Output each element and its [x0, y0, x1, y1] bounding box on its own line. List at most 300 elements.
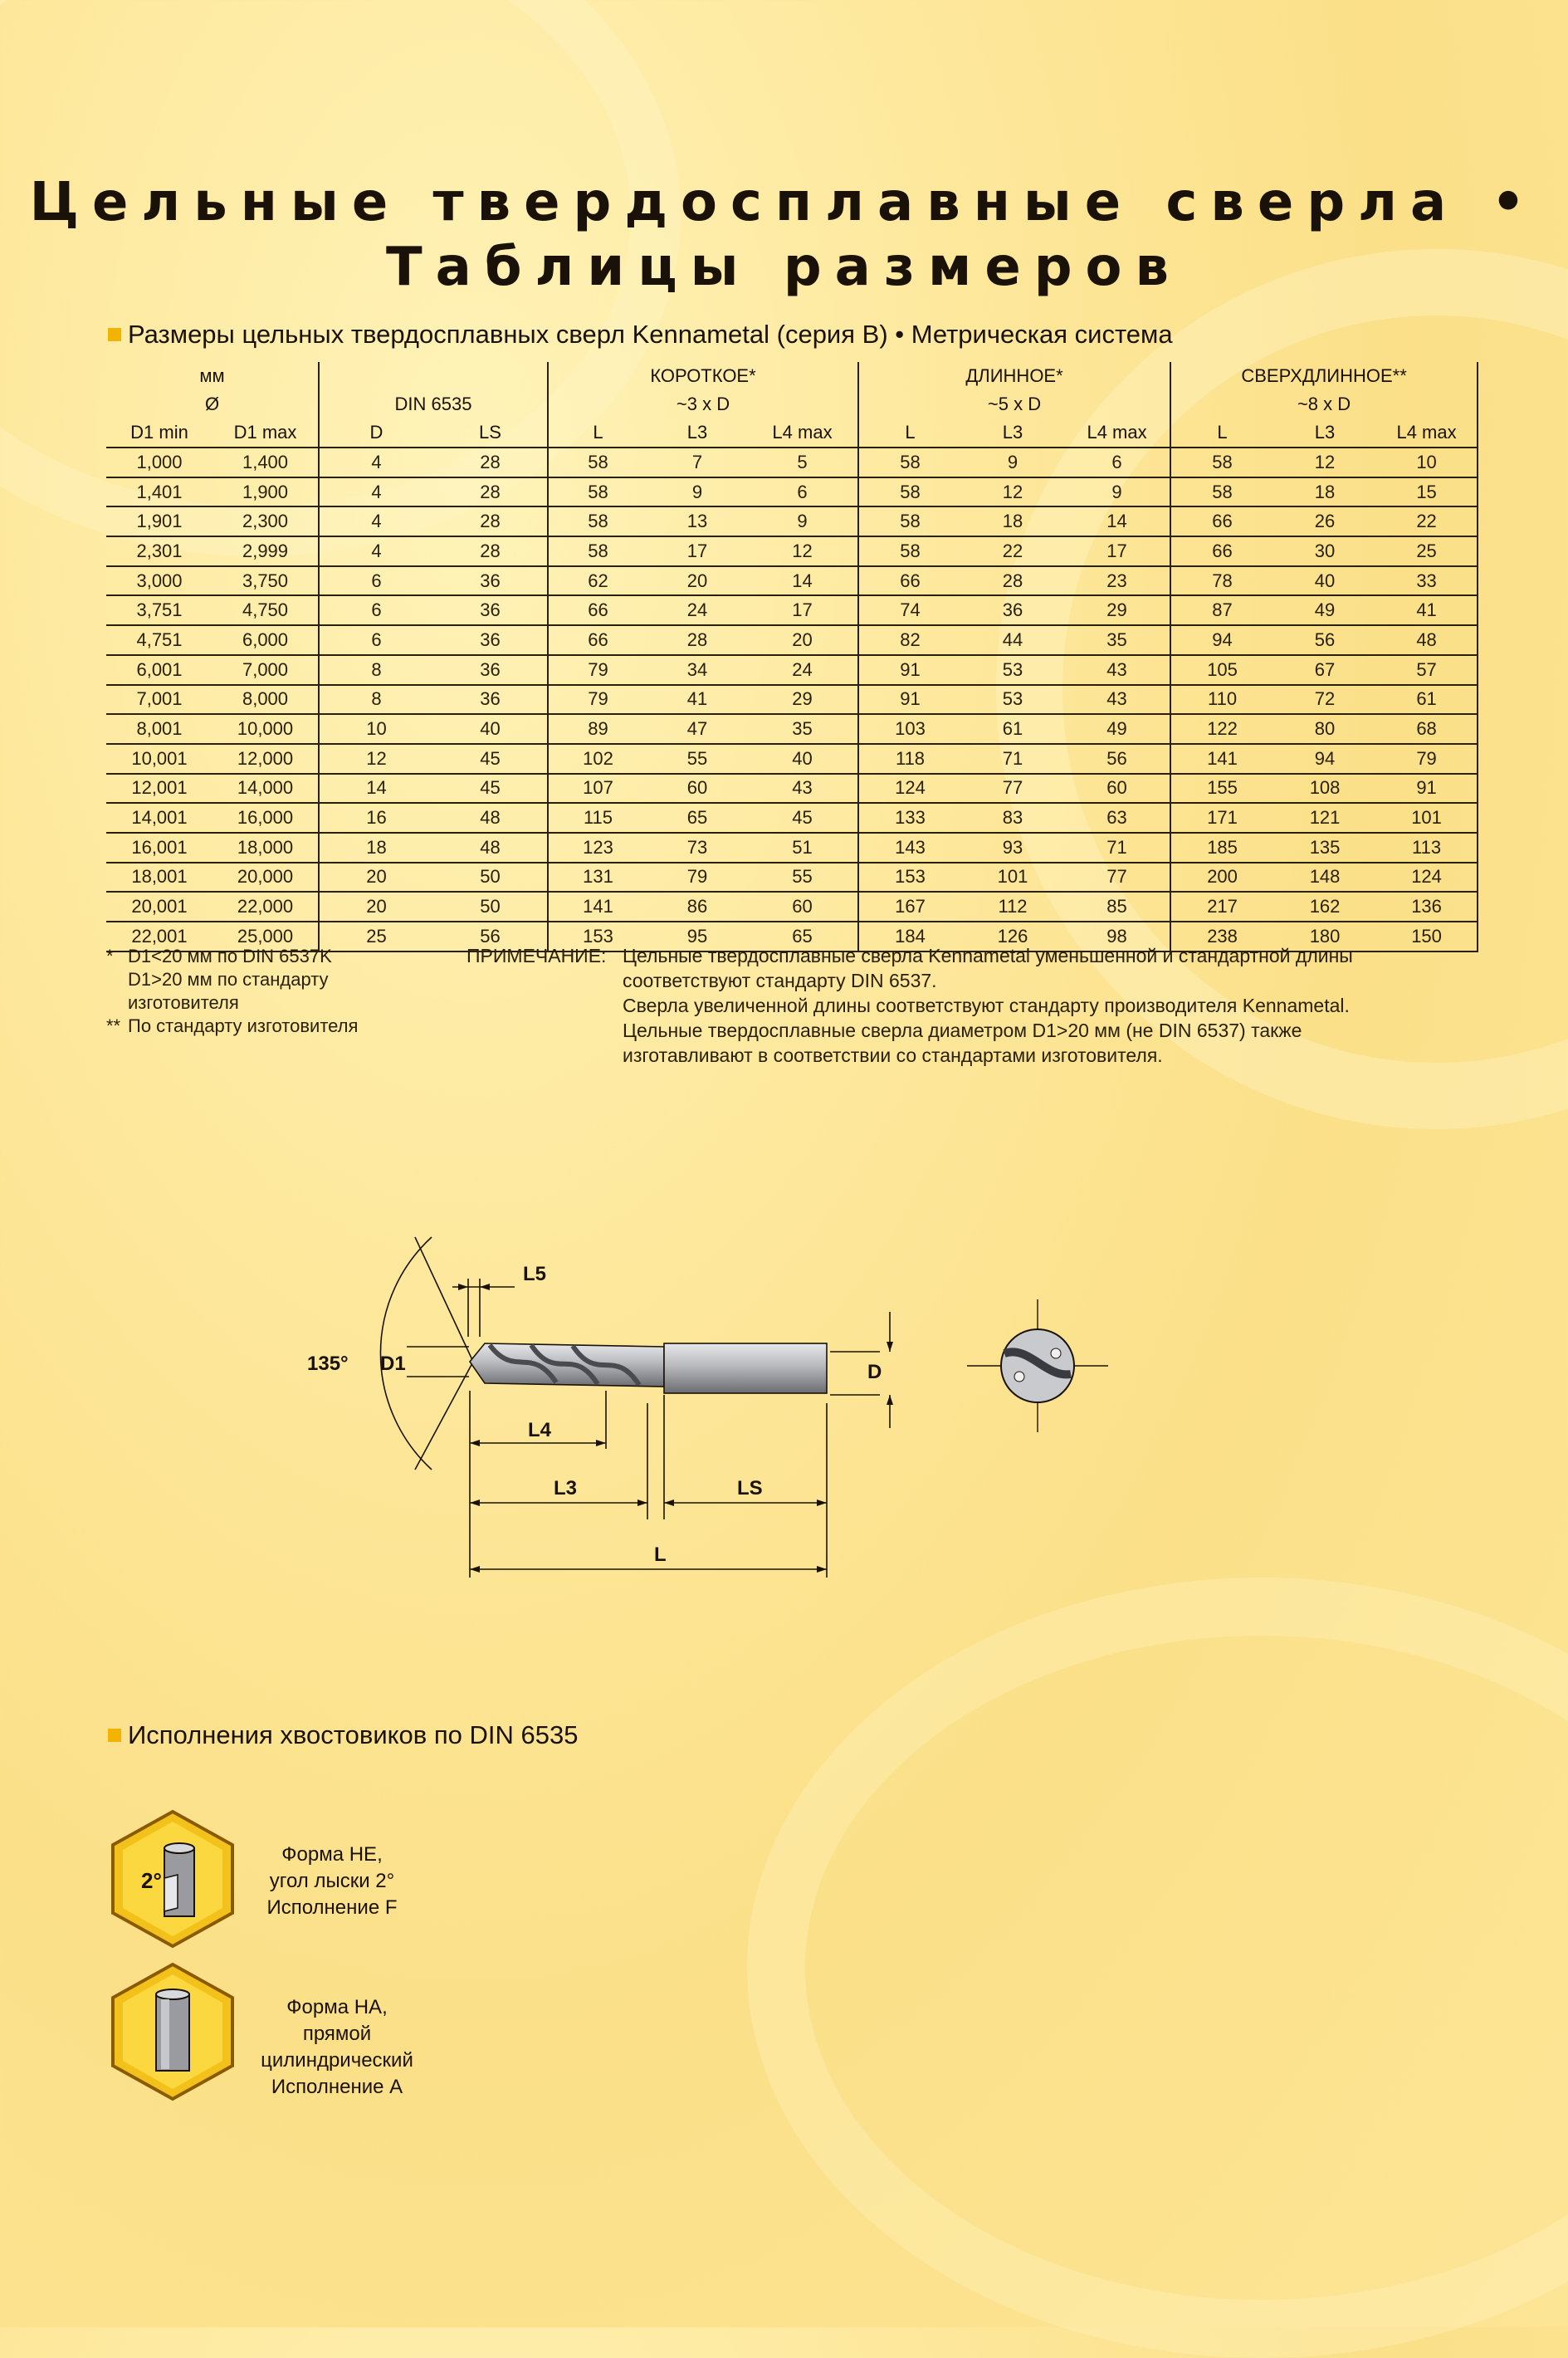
table-cell: 36	[433, 566, 548, 596]
table-cell: 33	[1376, 566, 1478, 596]
table-cell: 2,301	[106, 536, 212, 566]
table-row	[106, 744, 1478, 774]
table-cell: 162	[1273, 892, 1376, 922]
table-cell: 45	[433, 774, 548, 804]
table-cell: 25,000	[212, 922, 319, 952]
table-cell: 95	[647, 922, 747, 952]
footnote-2	[106, 1015, 358, 1038]
table-cell: 143	[858, 833, 961, 863]
table-cell: 48	[433, 803, 548, 833]
table-cell: 36	[433, 655, 548, 685]
table-cell: 112	[961, 892, 1064, 922]
table-cell: 22,000	[212, 892, 319, 922]
l-label: L	[654, 1543, 667, 1566]
table-cell: 98	[1064, 922, 1170, 952]
note-line: Сверла увеличенной длины соответствуют стандарту производителя Kennametal.	[623, 995, 1350, 1016]
table-cell: 14	[1064, 506, 1170, 536]
table-cell: 184	[858, 922, 961, 952]
table-cell: 7,001	[106, 685, 212, 715]
table-cell: 4	[319, 477, 433, 507]
background-swirl	[747, 1578, 1568, 2358]
table-cell: 17	[747, 595, 858, 625]
column-header: D	[319, 418, 433, 448]
table-cell: 91	[1376, 774, 1478, 804]
table-cell: 22	[961, 536, 1064, 566]
table-cell: 153	[858, 863, 961, 893]
shank-ha-description	[237, 1994, 437, 2101]
table-cell: 66	[1170, 536, 1273, 566]
table-cell: 49	[1064, 714, 1170, 744]
table-cell: 91	[858, 655, 961, 685]
column-header: LS	[433, 418, 548, 448]
table-cell: 72	[1273, 685, 1376, 715]
table-cell: 108	[1273, 774, 1376, 804]
table-cell: 67	[1273, 655, 1376, 685]
table-cell: 1,900	[212, 477, 319, 507]
note-label: ПРИМЕЧАНИЕ:	[466, 945, 607, 966]
section-heading-text: Размеры цельных твердосплавных сверл Kennametal (серия B) • Метрическая система	[128, 320, 1173, 349]
square-bullet-icon	[108, 328, 121, 341]
table-cell: 118	[858, 744, 961, 774]
table-cell: 5	[747, 448, 858, 477]
table-cell: 50	[433, 892, 548, 922]
table-cell: 61	[961, 714, 1064, 744]
table-cell: 28	[647, 625, 747, 655]
table-cell: 18	[319, 833, 433, 863]
table-cell: 49	[1273, 595, 1376, 625]
shank-form-he-icon	[106, 1808, 239, 1950]
table-cell: 4	[319, 536, 433, 566]
table-cell: 121	[1273, 803, 1376, 833]
table-cell: 20,001	[106, 892, 212, 922]
table-cell: 55	[747, 863, 858, 893]
table-cell: 6	[747, 477, 858, 507]
table-cell: 14,000	[212, 774, 319, 804]
table-cell: 12	[961, 477, 1064, 507]
table-cell: 63	[1064, 803, 1170, 833]
table-cell: 79	[548, 685, 647, 715]
table-cell: 36	[433, 625, 548, 655]
table-cell: 102	[548, 744, 647, 774]
table-cell: 101	[961, 863, 1064, 893]
table-cell: 28	[433, 477, 548, 507]
footnote-line: D1>20 мм по стандарту	[128, 969, 329, 990]
table-cell: 14	[747, 566, 858, 596]
table-cell: 4	[319, 448, 433, 477]
table-cell: 12	[319, 744, 433, 774]
d1-label: D1	[380, 1353, 406, 1375]
table-row	[106, 625, 1478, 655]
header-short-ratio: ~3 x D	[548, 390, 858, 418]
footnote-mark: *	[106, 946, 114, 966]
square-bullet-icon	[108, 1729, 121, 1742]
table-row	[106, 774, 1478, 804]
table-cell: 22,001	[106, 922, 212, 952]
table-cell: 57	[1376, 655, 1478, 685]
table-row	[106, 833, 1478, 863]
table-cell: 43	[1064, 685, 1170, 715]
angle-leader-bottom	[415, 1362, 473, 1470]
footnote-1	[106, 945, 358, 1015]
table-cell: 60	[647, 774, 747, 804]
shank-badge-angle: 2°	[141, 1868, 162, 1893]
table-cell: 36	[961, 595, 1064, 625]
angle-leader-top	[415, 1237, 473, 1362]
header-long: ДЛИННОЕ*	[858, 362, 1170, 390]
table-cell: 115	[548, 803, 647, 833]
table-cell: 10	[319, 714, 433, 744]
table-cell: 17	[1064, 536, 1170, 566]
table-cell: 44	[961, 625, 1064, 655]
l3-label: L3	[554, 1477, 578, 1499]
table-cell: 58	[1170, 477, 1273, 507]
column-header: L4 max	[747, 418, 858, 448]
header-long-ratio: ~5 x D	[858, 390, 1170, 418]
column-header: L3	[1273, 418, 1376, 448]
table-cell: 8	[319, 655, 433, 685]
note-line: Цельные твердосплавные сверла диаметром D1>20 мм (не DIN 6537) также	[623, 1020, 1302, 1041]
ls-label: LS	[737, 1477, 763, 1499]
table-cell: 29	[747, 685, 858, 715]
table-cell: 74	[858, 595, 961, 625]
table-cell: 30	[1273, 536, 1376, 566]
table-cell: 123	[548, 833, 647, 863]
table-cell: 58	[548, 477, 647, 507]
table-cell: 18	[1273, 477, 1376, 507]
l5-label: L5	[523, 1263, 547, 1285]
table-cell: 82	[858, 625, 961, 655]
table-cell: 7	[647, 448, 747, 477]
table-cell: 66	[1170, 506, 1273, 536]
table-cell: 85	[1064, 892, 1170, 922]
column-header: D1 max	[212, 418, 319, 448]
note-line: изготавливают в соответствии со стандартами изготовителя.	[623, 1044, 1163, 1066]
column-header: L3	[647, 418, 747, 448]
shank-form-ha-icon	[106, 1961, 239, 2102]
title-line-2: Таблицы размеров	[385, 237, 1183, 298]
note-text	[623, 943, 1568, 1068]
table-cell: 48	[1376, 625, 1478, 655]
note-block	[466, 943, 1568, 1068]
table-cell: 180	[1273, 922, 1376, 952]
table-cell: 62	[548, 566, 647, 596]
table-cell: 56	[433, 922, 548, 952]
table-cell: 43	[1064, 655, 1170, 685]
shank-line: угол лыски 2°	[269, 1870, 395, 1892]
table-cell: 141	[548, 892, 647, 922]
table-cell: 15	[1376, 477, 1478, 507]
table-cell: 133	[858, 803, 961, 833]
table-row	[106, 506, 1478, 536]
table-cell: 79	[647, 863, 747, 893]
table-cell: 107	[548, 774, 647, 804]
table-cell: 141	[1170, 744, 1273, 774]
table-cell: 56	[1064, 744, 1170, 774]
table-cell: 148	[1273, 863, 1376, 893]
table-cell: 45	[747, 803, 858, 833]
table-cell: 28	[961, 566, 1064, 596]
table-cell: 18,000	[212, 833, 319, 863]
table-cell: 10,000	[212, 714, 319, 744]
column-header: D1 min	[106, 418, 212, 448]
shank-line: Форма HE,	[281, 1843, 383, 1866]
table-cell: 2,999	[212, 536, 319, 566]
table-cell: 4	[319, 506, 433, 536]
table-cell: 9	[747, 506, 858, 536]
table-cell: 36	[433, 595, 548, 625]
table-row	[106, 566, 1478, 596]
table-cell: 50	[433, 863, 548, 893]
table-cell: 1,000	[106, 448, 212, 477]
d-label: D	[867, 1361, 882, 1383]
header-extra-long: СВЕРХДЛИННОЕ**	[1170, 362, 1478, 390]
table-cell: 4,750	[212, 595, 319, 625]
table-cell: 14	[319, 774, 433, 804]
table-cell: 150	[1376, 922, 1478, 952]
table-cell: 55	[647, 744, 747, 774]
table-cell: 28	[433, 506, 548, 536]
table-cell: 25	[1376, 536, 1478, 566]
column-header: L4 max	[1064, 418, 1170, 448]
shank-line: прямой	[302, 2023, 372, 2045]
table-cell: 41	[1376, 595, 1478, 625]
section-heading-text: Исполнения хвостовиков по DIN 6535	[128, 1720, 579, 1749]
table-cell: 20	[747, 625, 858, 655]
table-cell: 2,300	[212, 506, 319, 536]
table-cell: 40	[433, 714, 548, 744]
shank-line: Форма HA,	[286, 1996, 388, 2018]
table-cell: 185	[1170, 833, 1273, 863]
table-cell: 131	[548, 863, 647, 893]
table-cell: 16	[319, 803, 433, 833]
section-heading-sizes	[108, 320, 1173, 350]
table-cell: 58	[858, 448, 961, 477]
table-cell: 51	[747, 833, 858, 863]
table-cell: 8,000	[212, 685, 319, 715]
table-cell: 77	[961, 774, 1064, 804]
note-line: соответствуют стандарту DIN 6537.	[623, 970, 937, 991]
column-header: L4 max	[1376, 418, 1478, 448]
drill-dimension-diagram	[282, 1221, 1129, 1602]
table-cell: 124	[1376, 863, 1478, 893]
table-cell: 171	[1170, 803, 1273, 833]
table-cell: 94	[1273, 744, 1376, 774]
table-cell: 8	[319, 685, 433, 715]
table-cell: 40	[1273, 566, 1376, 596]
table-cell: 58	[858, 536, 961, 566]
table-row	[106, 685, 1478, 715]
table-cell: 110	[1170, 685, 1273, 715]
table-cell: 43	[747, 774, 858, 804]
table-cell: 103	[858, 714, 961, 744]
table-cell: 16,000	[212, 803, 319, 833]
table-cell: 4,751	[106, 625, 212, 655]
header-diameter: Ø	[204, 394, 220, 414]
sizes-table	[106, 362, 1478, 952]
shank-line: цилиндрический	[261, 2049, 413, 2072]
table-row	[106, 655, 1478, 685]
table-cell: 3,000	[106, 566, 212, 596]
table-cell: 60	[747, 892, 858, 922]
table-cell: 87	[1170, 595, 1273, 625]
table-cell: 153	[548, 922, 647, 952]
table-cell: 71	[1064, 833, 1170, 863]
table-cell: 6	[319, 566, 433, 596]
table-row	[106, 477, 1478, 507]
shank-line: Исполнение F	[266, 1896, 398, 1919]
table-cell: 91	[858, 685, 961, 715]
table-cell: 200	[1170, 863, 1273, 893]
note-line: Цельные твердосплавные сверла Kennametal уменьшенной и стандартной длины	[623, 945, 1353, 966]
table-cell: 24	[747, 655, 858, 685]
table-cell: 9	[961, 448, 1064, 477]
table-cell: 8,001	[106, 714, 212, 744]
table-cell: 20	[647, 566, 747, 596]
table-cell: 61	[1376, 685, 1478, 715]
table-cell: 28	[433, 536, 548, 566]
table-row	[106, 448, 1478, 477]
table-cell: 77	[1064, 863, 1170, 893]
table-cell: 101	[1376, 803, 1478, 833]
table-cell: 9	[647, 477, 747, 507]
table-cell: 47	[647, 714, 747, 744]
table-row	[106, 892, 1478, 922]
footnote-mark: **	[106, 1015, 121, 1036]
table-cell: 113	[1376, 833, 1478, 863]
table-cell: 18,001	[106, 863, 212, 893]
header-short: КОРОТКОЕ*	[548, 362, 858, 390]
title-line-1: Цельные твердосплавные сверла •	[29, 172, 1539, 233]
table-cell: 66	[858, 566, 961, 596]
table-cell: 48	[433, 833, 548, 863]
table-cell: 9	[1064, 477, 1170, 507]
angle-label: 135°	[307, 1353, 349, 1375]
column-header: L	[858, 418, 961, 448]
column-header: L3	[961, 418, 1064, 448]
header-blank	[319, 362, 548, 390]
table-cell: 34	[647, 655, 747, 685]
table-cell: 7,000	[212, 655, 319, 685]
table-cell: 16,001	[106, 833, 212, 863]
table-cell: 12	[1273, 448, 1376, 477]
table-cell: 89	[548, 714, 647, 744]
footnote-line: изготовителя	[128, 992, 239, 1013]
table-row	[106, 595, 1478, 625]
table-cell: 136	[1376, 892, 1478, 922]
table-cell: 3,750	[212, 566, 319, 596]
table-cell: 58	[548, 536, 647, 566]
table-row	[106, 536, 1478, 566]
table-cell: 12	[747, 536, 858, 566]
shank-he-description	[232, 1842, 432, 1921]
table-cell: 80	[1273, 714, 1376, 744]
table-cell: 40	[747, 744, 858, 774]
table-cell: 53	[961, 685, 1064, 715]
table-cell: 217	[1170, 892, 1273, 922]
table-cell: 35	[1064, 625, 1170, 655]
table-cell: 24	[647, 595, 747, 625]
page-title	[0, 170, 1568, 300]
table-cell: 45	[433, 744, 548, 774]
table-cell: 65	[647, 803, 747, 833]
l4-label: L4	[528, 1419, 552, 1441]
table-cell: 12,000	[212, 744, 319, 774]
table-cell: 22	[1376, 506, 1478, 536]
table-cell: 17	[647, 536, 747, 566]
table-cell: 68	[1376, 714, 1478, 744]
table-cell: 1,901	[106, 506, 212, 536]
table-cell: 58	[858, 477, 961, 507]
table-cell: 124	[858, 774, 961, 804]
table-cell: 79	[548, 655, 647, 685]
table-cell: 25	[319, 922, 433, 952]
table-cell: 86	[647, 892, 747, 922]
table-cell: 167	[858, 892, 961, 922]
table-cell: 23	[1064, 566, 1170, 596]
table-cell: 28	[433, 448, 548, 477]
table-cell: 35	[747, 714, 858, 744]
table-cell: 36	[433, 685, 548, 715]
drill-body	[470, 1343, 827, 1393]
table-cell: 135	[1273, 833, 1376, 863]
table-cell: 20,000	[212, 863, 319, 893]
table-cell: 6	[1064, 448, 1170, 477]
table-cell: 20	[319, 863, 433, 893]
table-cell: 155	[1170, 774, 1273, 804]
footnote-line: D1<20 мм по DIN 6537K	[128, 946, 332, 966]
table-cell: 66	[548, 625, 647, 655]
table-cell: 71	[961, 744, 1064, 774]
table-cell: 94	[1170, 625, 1273, 655]
section-heading-shanks	[108, 1720, 579, 1750]
table-cell: 41	[647, 685, 747, 715]
table-cell: 122	[1170, 714, 1273, 744]
table-cell: 73	[647, 833, 747, 863]
footnotes	[106, 945, 358, 1038]
column-header: L	[548, 418, 647, 448]
table-cell: 58	[548, 448, 647, 477]
footnote-line: По стандарту изготовителя	[128, 1015, 359, 1036]
table-cell: 78	[1170, 566, 1273, 596]
table-cell: 10,001	[106, 744, 212, 774]
header-units: мм	[199, 365, 225, 386]
table-cell: 79	[1376, 744, 1478, 774]
table-cell: 1,400	[212, 448, 319, 477]
table-cell: 60	[1064, 774, 1170, 804]
table-cell: 6,001	[106, 655, 212, 685]
header-din: DIN 6535	[319, 390, 548, 418]
table-cell: 58	[1170, 448, 1273, 477]
table-cell: 20	[319, 892, 433, 922]
drill-end-view-icon	[967, 1299, 1108, 1432]
table-cell: 126	[961, 922, 1064, 952]
table-row	[106, 863, 1478, 893]
table-row	[106, 803, 1478, 833]
table-cell: 10	[1376, 448, 1478, 477]
table-cell: 3,751	[106, 595, 212, 625]
table-cell: 29	[1064, 595, 1170, 625]
table-cell: 66	[548, 595, 647, 625]
table-cell: 12,001	[106, 774, 212, 804]
shank-line: Исполнение A	[271, 2076, 403, 2098]
table-cell: 6	[319, 625, 433, 655]
table-cell: 6	[319, 595, 433, 625]
table-cell: 18	[961, 506, 1064, 536]
table-cell: 238	[1170, 922, 1273, 952]
table-cell: 56	[1273, 625, 1376, 655]
table-cell: 26	[1273, 506, 1376, 536]
table-cell: 65	[747, 922, 858, 952]
